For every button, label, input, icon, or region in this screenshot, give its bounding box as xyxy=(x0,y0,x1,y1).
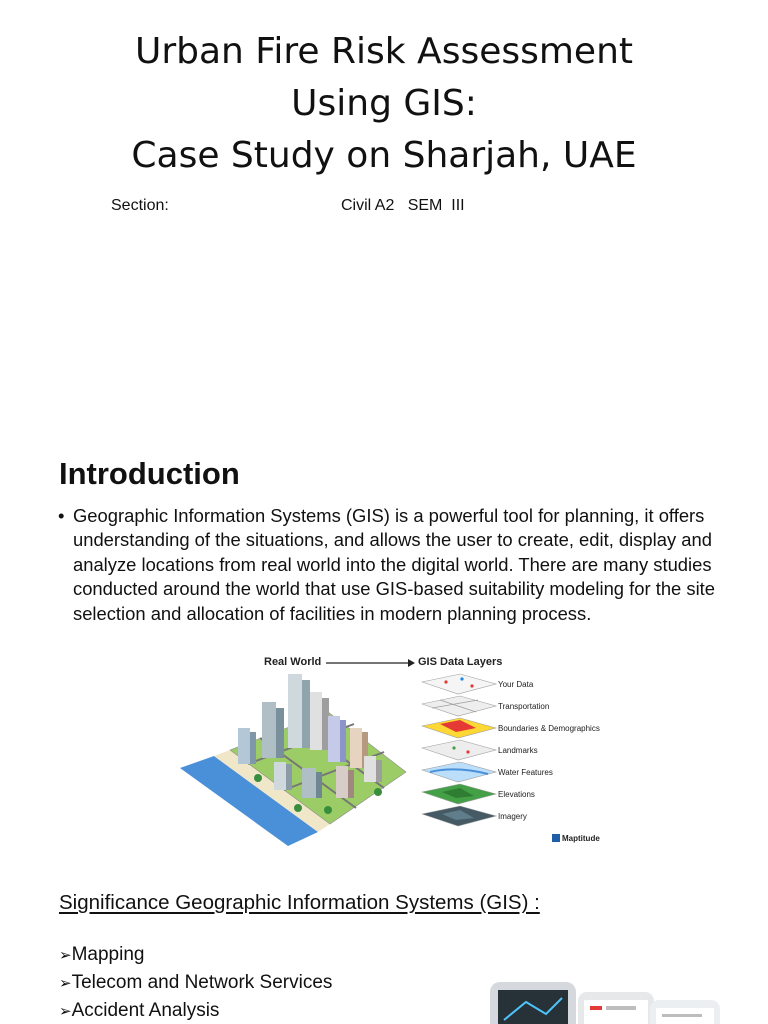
arrow-bullet-icon: ➢ xyxy=(59,946,72,964)
layer-label-transportation: Transportation xyxy=(498,702,550,711)
title-slide xyxy=(0,0,768,440)
layer-label-elevations: Elevations xyxy=(498,790,535,799)
maptitude-logo-icon xyxy=(552,834,560,842)
arrow-bullet-icon: ➢ xyxy=(59,974,72,992)
layer-label-imagery: Imagery xyxy=(498,812,527,821)
bullet-dot: • xyxy=(58,505,65,526)
maptitude-logo-text: Maptitude xyxy=(562,834,600,843)
gis-layer-stack xyxy=(416,672,502,848)
slide-title xyxy=(0,26,768,182)
arrow-bullet-icon: ➢ xyxy=(59,1002,72,1020)
intro-bullet xyxy=(58,504,718,626)
title-line-3: Case Study on Sharjah, UAE xyxy=(131,135,637,176)
layer-label-landmarks: Landmarks xyxy=(498,746,538,755)
intro-bullet-text: Geographic Information Systems (GIS) is a powerful tool for planning, it offers understanding of the situations, and allows the user to create, edit, display and analyze locations from real world into the digital world. There are many studies conducted around the world that use GIS-based suitability modeling for the site selection and allocation of facilities in modern planning process. xyxy=(73,505,716,624)
list-item: ➢Mapping xyxy=(59,944,145,965)
significance-list xyxy=(59,941,332,1024)
layer-label-water: Water Features xyxy=(498,768,553,777)
layer-label-boundaries: Boundaries & Demographics xyxy=(498,724,600,733)
real-world-label: Real World xyxy=(264,656,322,668)
gis-layers-figure xyxy=(178,654,608,854)
significance-heading: Significance Geographic Information Systems (GIS) : xyxy=(59,891,540,914)
layer-label-your-data: Your Data xyxy=(498,680,534,689)
section-label: Section: xyxy=(111,197,169,214)
introduction-slide xyxy=(0,440,768,1024)
title-line-1: Urban Fire Risk Assessment xyxy=(134,31,634,72)
section-value: Civil A2 SEM III xyxy=(341,197,465,214)
introduction-heading: Introduction xyxy=(59,456,240,491)
list-item: ➢Telecom and Network Services xyxy=(59,972,333,993)
gis-data-layers-label: GIS Data Layers xyxy=(418,656,503,668)
list-item: ➢Accident Analysis xyxy=(59,1000,220,1021)
mobile-devices-image xyxy=(486,980,726,1024)
arrow-right-icon xyxy=(324,656,416,670)
title-line-2: Using GIS: xyxy=(291,83,477,124)
city-illustration xyxy=(178,672,410,848)
